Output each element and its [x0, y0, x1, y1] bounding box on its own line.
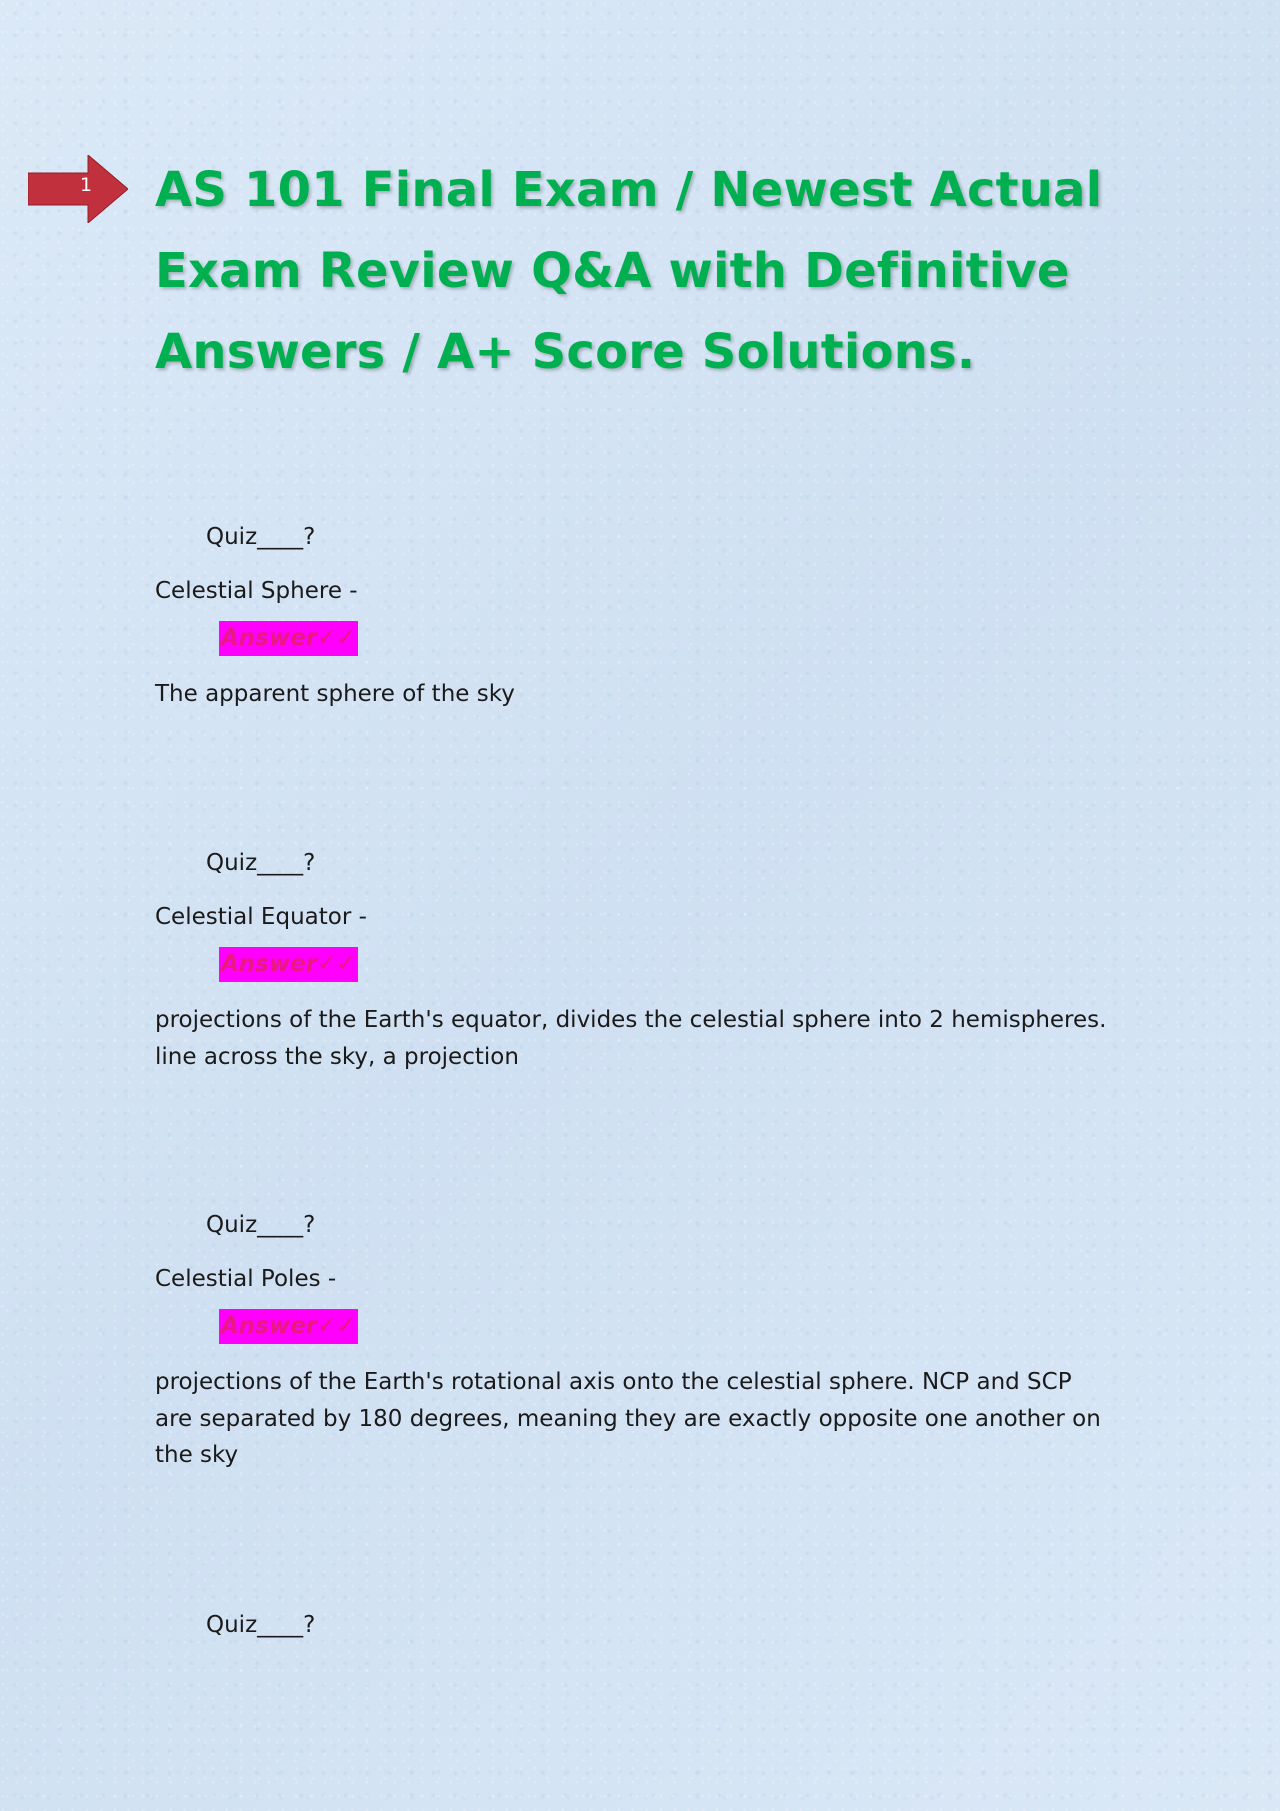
answer-badge: Answer✓✓ [219, 947, 358, 982]
quiz-label: Quiz____? [206, 850, 316, 876]
answer-badge: Answer✓✓ [219, 621, 358, 656]
question-term: Celestial Poles - [155, 1266, 337, 1292]
quiz-label: Quiz____? [206, 1612, 316, 1638]
answer-badge: Answer✓✓ [219, 1309, 358, 1344]
answer-text: The apparent sphere of the sky [155, 681, 515, 707]
answer-text: projections of the Earth's equator, divides the celestial sphere into 2 hemispheres. line across the sky, a projection [155, 1007, 1107, 1070]
document-title: AS 101 Final Exam / Newest Actual Exam Review Q&A with Definitive Answers / A+ Score Solutions. [155, 162, 1103, 380]
quiz-label: Quiz____? [206, 524, 316, 550]
page-number: 1 [80, 174, 93, 196]
answer-text: projections of the Earth's rotational axis onto the celestial sphere. NCP and SCP are separated by 180 degrees, meaning they are exactly opposite one another on the sky [155, 1369, 1101, 1468]
question-term: Celestial Sphere - [155, 578, 358, 604]
page-marker-arrow-icon [28, 155, 128, 223]
question-term: Celestial Equator - [155, 904, 367, 930]
quiz-label: Quiz____? [206, 1212, 316, 1238]
